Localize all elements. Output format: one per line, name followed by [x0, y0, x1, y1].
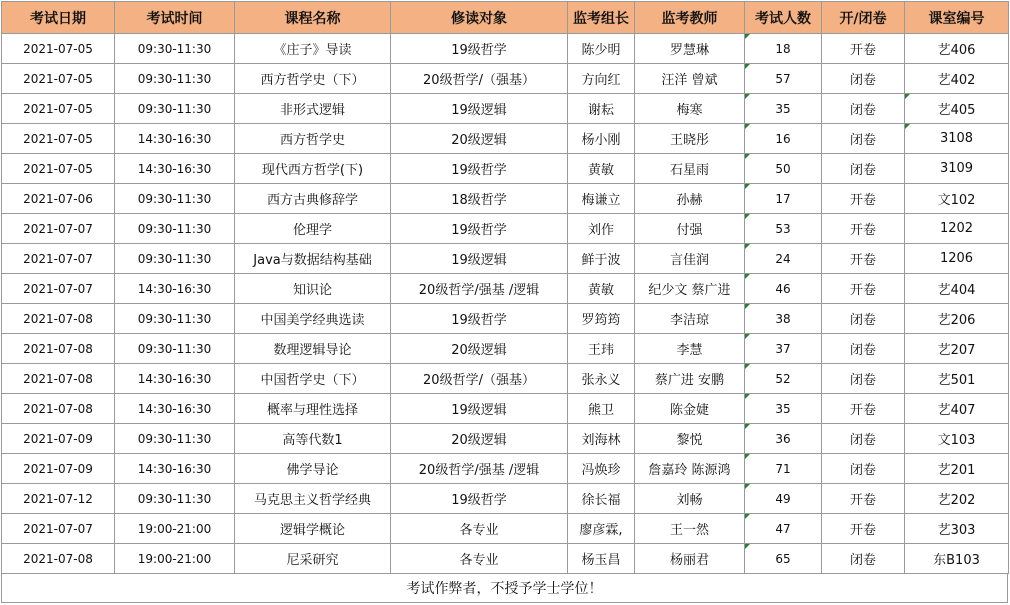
cell-count: 38: [745, 304, 822, 334]
cell-date: 2021-07-05: [2, 154, 115, 184]
cell-chief-proctor: 杨玉昌: [568, 544, 635, 574]
cell-open-closed: 闭卷: [822, 154, 905, 184]
cell-room: 文103: [905, 424, 1009, 454]
col-header-course: 课程名称: [235, 2, 391, 34]
cell-proctors: 言佳润: [635, 244, 745, 274]
cell-time: 09:30-11:30: [115, 484, 235, 514]
cell-students: 各专业: [391, 544, 568, 574]
cell-chief-proctor: 刘海林: [568, 424, 635, 454]
cell-proctors: 梅寒: [635, 94, 745, 124]
cell-date: 2021-07-12: [2, 484, 115, 514]
table-row: [2, 64, 1009, 94]
cell-time: 09:30-11:30: [115, 304, 235, 334]
cell-students: 各专业: [391, 514, 568, 544]
header-row: [2, 2, 1009, 34]
col-header-open-closed: 开/闭卷: [822, 2, 905, 34]
cell-room: 艺407: [905, 394, 1009, 424]
cell-open-closed: 闭卷: [822, 544, 905, 574]
cell-date: 2021-07-08: [2, 394, 115, 424]
cell-room: 艺303: [905, 514, 1009, 544]
cell-date: 2021-07-08: [2, 334, 115, 364]
cell-room: 艺406: [905, 34, 1009, 64]
cell-open-closed: 闭卷: [822, 304, 905, 334]
cell-date: 2021-07-07: [2, 514, 115, 544]
cell-count: 50: [745, 154, 822, 184]
cell-course: 中国哲学史（下）: [235, 364, 391, 394]
cell-open-closed: 闭卷: [822, 334, 905, 364]
cell-time: 09:30-11:30: [115, 64, 235, 94]
cell-course: 中国美学经典选读: [235, 304, 391, 334]
table-row: [2, 244, 1009, 274]
cell-room: 艺207: [905, 334, 1009, 364]
cell-course: 《庄子》导读: [235, 34, 391, 64]
cell-proctors: 刘畅: [635, 484, 745, 514]
cell-students: 19级哲学: [391, 304, 568, 334]
table-row: [2, 154, 1009, 184]
col-header-room: 课室编号: [905, 2, 1009, 34]
cell-proctors: 詹嘉玲 陈源鸿: [635, 454, 745, 484]
cell-time: 09:30-11:30: [115, 214, 235, 244]
cell-room: 3109: [905, 154, 1009, 184]
cell-open-closed: 闭卷: [822, 124, 905, 154]
cell-time: 09:30-11:30: [115, 424, 235, 454]
cell-date: 2021-07-09: [2, 454, 115, 484]
cell-course: 概率与理性选择: [235, 394, 391, 424]
cell-proctors: 孙赫: [635, 184, 745, 214]
cell-students: 20级哲学/强基 /逻辑: [391, 274, 568, 304]
cell-time: 14:30-16:30: [115, 394, 235, 424]
cell-count: 65: [745, 544, 822, 574]
cell-open-closed: 闭卷: [822, 454, 905, 484]
cell-proctors: 付强: [635, 214, 745, 244]
cell-open-closed: 闭卷: [822, 424, 905, 454]
col-header-count: 考试人数: [745, 2, 822, 34]
cell-time: 14:30-16:30: [115, 154, 235, 184]
cell-chief-proctor: 罗筠筠: [568, 304, 635, 334]
exam-schedule-table: [1, 1, 1009, 574]
cell-proctors: 杨丽君: [635, 544, 745, 574]
cell-time: 09:30-11:30: [115, 34, 235, 64]
cell-proctors: 陈金婕: [635, 394, 745, 424]
cell-date: 2021-07-07: [2, 274, 115, 304]
cell-course: 非形式逻辑: [235, 94, 391, 124]
cell-room: 艺206: [905, 304, 1009, 334]
cell-room: 艺202: [905, 484, 1009, 514]
cell-time: 19:00-21:00: [115, 544, 235, 574]
cell-students: 19级哲学: [391, 214, 568, 244]
cell-students: 19级哲学: [391, 154, 568, 184]
cell-chief-proctor: 黄敏: [568, 274, 635, 304]
cell-date: 2021-07-05: [2, 124, 115, 154]
cell-course: 西方哲学史: [235, 124, 391, 154]
cell-time: 19:00-21:00: [115, 514, 235, 544]
table-row: [2, 484, 1009, 514]
cell-students: 20级哲学/（强基）: [391, 364, 568, 394]
cell-count: 57: [745, 64, 822, 94]
cell-proctors: 石星雨: [635, 154, 745, 184]
cell-course: 高等代数1: [235, 424, 391, 454]
cell-chief-proctor: 王玮: [568, 334, 635, 364]
cell-proctors: 汪洋 曾斌: [635, 64, 745, 94]
cell-open-closed: 开卷: [822, 484, 905, 514]
cell-course: 马克思主义哲学经典: [235, 484, 391, 514]
cell-date: 2021-07-08: [2, 544, 115, 574]
cell-course: 佛学导论: [235, 454, 391, 484]
table-row: [2, 544, 1009, 574]
cell-chief-proctor: 张永义: [568, 364, 635, 394]
cell-count: 47: [745, 514, 822, 544]
cell-room: 艺201: [905, 454, 1009, 484]
cell-course: 伦理学: [235, 214, 391, 244]
cell-count: 37: [745, 334, 822, 364]
footer-notice: 考试作弊者，不授予学士学位！: [1, 573, 1008, 603]
cell-count: 18: [745, 34, 822, 64]
cell-course: Java与数据结构基础: [235, 244, 391, 274]
cell-proctors: 王一然: [635, 514, 745, 544]
cell-time: 14:30-16:30: [115, 124, 235, 154]
cell-chief-proctor: 刘作: [568, 214, 635, 244]
cell-room: 1202: [905, 214, 1009, 244]
cell-count: 24: [745, 244, 822, 274]
table-row: [2, 454, 1009, 484]
cell-count: 16: [745, 124, 822, 154]
cell-students: 19级逻辑: [391, 394, 568, 424]
cell-room: 1206: [905, 244, 1009, 274]
cell-count: 52: [745, 364, 822, 394]
cell-chief-proctor: 方向红: [568, 64, 635, 94]
cell-date: 2021-07-05: [2, 34, 115, 64]
cell-open-closed: 开卷: [822, 244, 905, 274]
table-row: [2, 514, 1009, 544]
cell-students: 20级逻辑: [391, 124, 568, 154]
col-header-time: 考试时间: [115, 2, 235, 34]
cell-students: 18级哲学: [391, 184, 568, 214]
cell-course: 尼采研究: [235, 544, 391, 574]
cell-count: 46: [745, 274, 822, 304]
cell-open-closed: 闭卷: [822, 94, 905, 124]
cell-open-closed: 开卷: [822, 274, 905, 304]
cell-proctors: 王晓彤: [635, 124, 745, 154]
cell-open-closed: 开卷: [822, 34, 905, 64]
cell-chief-proctor: 徐长福: [568, 484, 635, 514]
cell-students: 20级逻辑: [391, 424, 568, 454]
cell-count: 35: [745, 394, 822, 424]
col-header-date: 考试日期: [2, 2, 115, 34]
cell-date: 2021-07-08: [2, 364, 115, 394]
table-row: [2, 274, 1009, 304]
cell-proctors: 李洁琼: [635, 304, 745, 334]
col-header-proctors: 监考教师: [635, 2, 745, 34]
cell-room: 文102: [905, 184, 1009, 214]
cell-course: 西方古典修辞学: [235, 184, 391, 214]
cell-count: 71: [745, 454, 822, 484]
cell-students: 20级哲学/（强基）: [391, 64, 568, 94]
cell-date: 2021-07-08: [2, 304, 115, 334]
table-row: [2, 94, 1009, 124]
col-header-students: 修读对象: [391, 2, 568, 34]
cell-time: 09:30-11:30: [115, 334, 235, 364]
cell-chief-proctor: 鲜于波: [568, 244, 635, 274]
cell-time: 09:30-11:30: [115, 94, 235, 124]
cell-count: 17: [745, 184, 822, 214]
cell-open-closed: 闭卷: [822, 364, 905, 394]
cell-count: 35: [745, 94, 822, 124]
cell-chief-proctor: 廖彦霖,: [568, 514, 635, 544]
cell-time: 14:30-16:30: [115, 274, 235, 304]
cell-open-closed: 开卷: [822, 514, 905, 544]
cell-count: 49: [745, 484, 822, 514]
cell-students: 19级哲学: [391, 34, 568, 64]
cell-chief-proctor: 熊卫: [568, 394, 635, 424]
cell-open-closed: 闭卷: [822, 64, 905, 94]
cell-chief-proctor: 冯焕珍: [568, 454, 635, 484]
cell-room: 艺405: [905, 94, 1009, 124]
cell-students: 19级哲学: [391, 484, 568, 514]
cell-course: 现代西方哲学(下): [235, 154, 391, 184]
cell-chief-proctor: 梅谦立: [568, 184, 635, 214]
table-row: [2, 34, 1009, 64]
col-header-chief-proctor: 监考组长: [568, 2, 635, 34]
cell-proctors: 李慧: [635, 334, 745, 364]
cell-count: 36: [745, 424, 822, 454]
table-row: [2, 124, 1009, 154]
table-row: [2, 394, 1009, 424]
table-row: [2, 214, 1009, 244]
cell-open-closed: 开卷: [822, 394, 905, 424]
cell-room: 东B103: [905, 544, 1009, 574]
cell-proctors: 黎悦: [635, 424, 745, 454]
cell-time: 09:30-11:30: [115, 244, 235, 274]
cell-course: 数理逻辑导论: [235, 334, 391, 364]
cell-time: 09:30-11:30: [115, 184, 235, 214]
cell-chief-proctor: 陈少明: [568, 34, 635, 64]
cell-date: 2021-07-06: [2, 184, 115, 214]
cell-course: 逻辑学概论: [235, 514, 391, 544]
cell-chief-proctor: 谢耘: [568, 94, 635, 124]
cell-room: 3108: [905, 124, 1009, 154]
cell-chief-proctor: 杨小刚: [568, 124, 635, 154]
cell-course: 西方哲学史（下）: [235, 64, 391, 94]
cell-open-closed: 开卷: [822, 184, 905, 214]
cell-students: 20级哲学/强基 /逻辑: [391, 454, 568, 484]
cell-chief-proctor: 黄敏: [568, 154, 635, 184]
table-row: [2, 334, 1009, 364]
cell-proctors: 罗慧琳: [635, 34, 745, 64]
cell-students: 20级逻辑: [391, 334, 568, 364]
cell-open-closed: 开卷: [822, 214, 905, 244]
cell-room: 艺402: [905, 64, 1009, 94]
cell-date: 2021-07-09: [2, 424, 115, 454]
cell-date: 2021-07-07: [2, 214, 115, 244]
cell-proctors: 蔡广进 安鹏: [635, 364, 745, 394]
cell-students: 19级逻辑: [391, 244, 568, 274]
table-row: [2, 364, 1009, 394]
table-row: [2, 184, 1009, 214]
cell-count: 53: [745, 214, 822, 244]
cell-date: 2021-07-05: [2, 94, 115, 124]
table-row: [2, 424, 1009, 454]
cell-students: 19级逻辑: [391, 94, 568, 124]
cell-date: 2021-07-05: [2, 64, 115, 94]
cell-room: 艺404: [905, 274, 1009, 304]
cell-proctors: 纪少文 蔡广进: [635, 274, 745, 304]
table-row: [2, 304, 1009, 334]
cell-time: 14:30-16:30: [115, 364, 235, 394]
cell-room: 艺501: [905, 364, 1009, 394]
cell-course: 知识论: [235, 274, 391, 304]
cell-time: 14:30-16:30: [115, 454, 235, 484]
cell-date: 2021-07-07: [2, 244, 115, 274]
